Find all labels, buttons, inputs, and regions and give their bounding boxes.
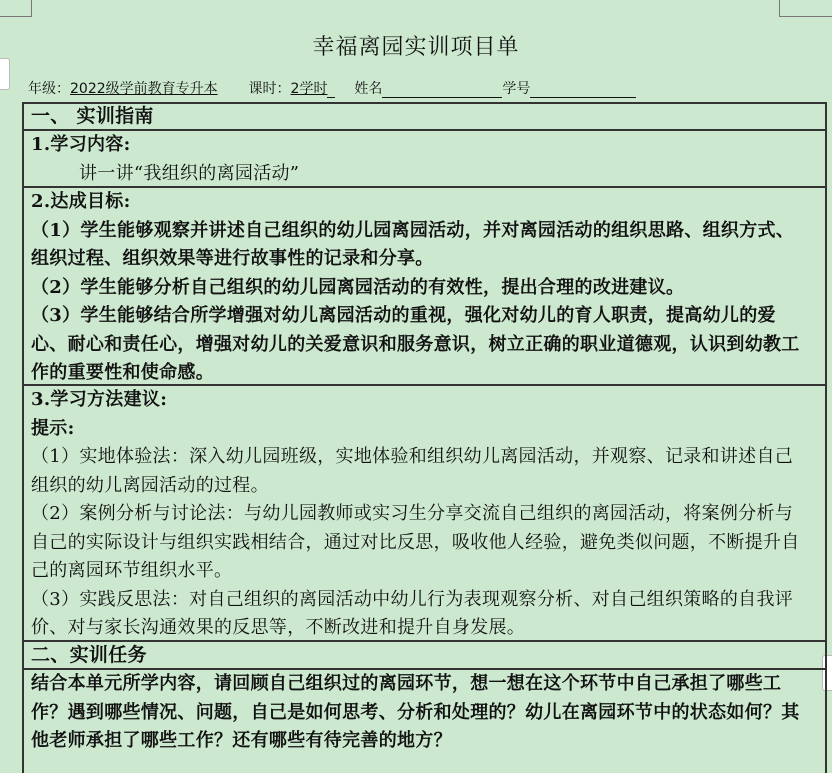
goals-cell — [31, 188, 804, 388]
content-label: 1.学习内容: — [31, 134, 131, 155]
name-label: 姓名 — [354, 81, 383, 97]
goal-item: （3）学生能够结合所学增强对幼儿离园活动的重视，强化对幼儿的育人职责，提高幼儿的爱心、耐心和责任心，增强对幼儿的关爱意识和服务意识，树立正确的职业道德观，认识到幼教工作的重要性和使命感。 — [31, 305, 800, 383]
hint-label: 提示: — [31, 417, 75, 439]
section2-heading: 二、实训任务 — [31, 644, 147, 666]
student-id-label: 学号 — [502, 81, 531, 97]
method-item: （2）案例分析与讨论法：与幼儿园教师或实习生分享交流自己组织的离园活动，将案例分析与自己的实际设计与组织实践相结合，通过对比反思，吸收他人经验，避免类似问题，不断提升自己的离园环节组织水平。 — [31, 503, 800, 581]
content-text: 讲一讲“我组织的离园活动” — [79, 162, 300, 184]
goal-item: （2）学生能够分析自己组织的幼儿园离园活动的有效性，提出合理的改进建议。 — [31, 276, 685, 298]
student-id-blank[interactable] — [530, 83, 636, 98]
hours-label: 课时： — [248, 81, 291, 97]
goal-item: （1）学生能够观察并讲述自己组织的幼儿园离园活动，并对离园活动的组织思路、组织方式、组织过程、组织效果等进行故事性的记录和分享。 — [31, 219, 795, 269]
section1-heading: 一、 实训指南 — [31, 105, 154, 127]
name-blank[interactable] — [382, 83, 502, 98]
hours-value: 2学时 — [290, 81, 328, 97]
method-item: （1）实地体验法：深入幼儿园班级，实地体验和组织幼儿离园活动，并观察、记录和讲述自己组织的幼儿离园活动的过程。 — [31, 446, 794, 496]
content-cell — [31, 131, 804, 188]
grade-value: 2022级学前教育专升本 — [70, 81, 218, 97]
grade-label: 年级： — [28, 81, 70, 97]
left-margin-tab[interactable] — [0, 58, 10, 90]
crop-mark-top-left — [0, 0, 32, 17]
method-item: （3）实践反思法：对自己组织的离园活动中幼儿行为表现观察分析、对自己组织策略的自我评价、对与家长沟通效果的反思等，不断改进和提升自身发展。 — [31, 588, 794, 638]
methods-cell — [31, 386, 804, 643]
goals-label: 2.达成目标: — [31, 191, 131, 212]
methods-label: 3.学习方法建议: — [31, 389, 168, 410]
task-text: 结合本单元所学内容，请回顾自己组织过的离园环节，想一想在这个环节中自己承担了哪些工作？遇到哪些情况、问题，自己是如何思考、分析和处理的？幼儿在离园环节中的状态如何？其他老师承担了哪些工作？还有哪些有待完善的地方？ — [31, 673, 800, 751]
meta-line — [28, 78, 636, 98]
document-title: 幸福离园实训项目单 — [312, 35, 520, 60]
crop-mark-top-right — [779, 0, 832, 17]
